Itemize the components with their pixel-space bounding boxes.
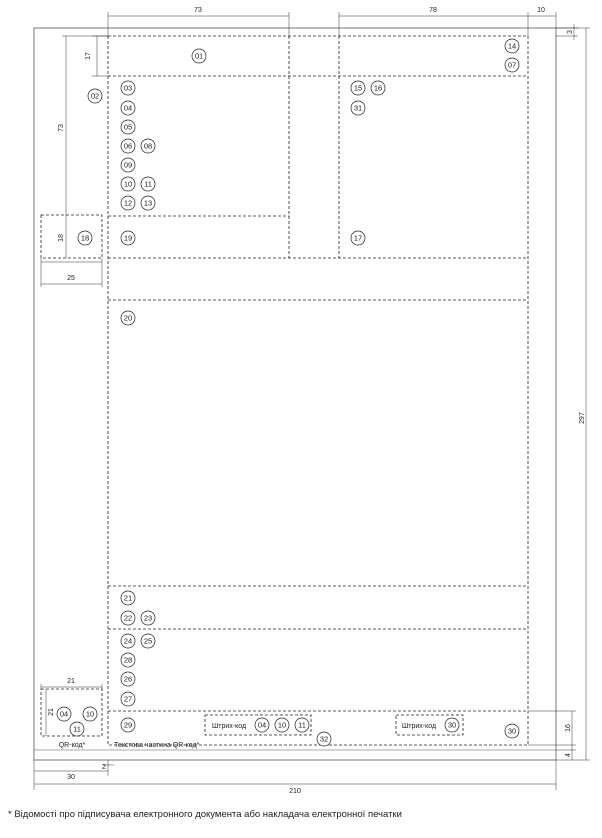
dim-bottom-2: 2 xyxy=(102,764,106,771)
marker-22 xyxy=(121,611,135,625)
svg-text:11: 11 xyxy=(73,724,81,734)
marker-16 xyxy=(371,81,385,95)
marker-01 xyxy=(192,49,206,63)
svg-text:08: 08 xyxy=(143,141,153,151)
marker-03 xyxy=(121,81,135,95)
barcode-right-label: Штрих-код xyxy=(401,723,437,730)
svg-text:12: 12 xyxy=(123,198,133,208)
marker-09 xyxy=(121,158,135,172)
marker-18 xyxy=(78,231,92,245)
svg-text:20: 20 xyxy=(123,313,133,323)
svg-text:32: 32 xyxy=(319,734,329,744)
marker-11 xyxy=(141,177,155,191)
marker-12 xyxy=(121,196,135,210)
svg-text:23: 23 xyxy=(143,613,153,623)
dim-top-10: 10 xyxy=(537,7,545,14)
marker-13 xyxy=(141,196,155,210)
barcode-left-label: Штрих-код xyxy=(211,723,247,730)
svg-text:10: 10 xyxy=(277,720,287,730)
svg-text:11: 11 xyxy=(298,720,306,730)
svg-text:28: 28 xyxy=(123,655,133,665)
svg-text:19: 19 xyxy=(123,233,133,243)
dim-right-16: 16 xyxy=(565,724,572,732)
marker-04 xyxy=(121,101,135,115)
svg-text:11: 11 xyxy=(144,179,152,189)
svg-text:13: 13 xyxy=(143,198,153,208)
svg-text:07: 07 xyxy=(507,60,517,70)
marker-06 xyxy=(121,139,135,153)
marker-28 xyxy=(121,653,135,667)
dim-right-297: 297 xyxy=(579,412,586,424)
svg-text:03: 03 xyxy=(123,83,133,93)
marker-27 xyxy=(121,692,135,706)
svg-text:18: 18 xyxy=(80,233,90,243)
marker-08 xyxy=(141,139,155,153)
svg-text:25: 25 xyxy=(143,636,153,646)
svg-text:21: 21 xyxy=(123,593,133,603)
qr-marker-10 xyxy=(83,707,97,721)
marker-15 xyxy=(351,81,365,95)
dim-qr-21-top: 21 xyxy=(67,678,75,685)
svg-text:04: 04 xyxy=(59,709,69,719)
svg-text:10: 10 xyxy=(123,179,133,189)
marker-23 xyxy=(141,611,155,625)
qr-text-label: Текстова частина QR-код* xyxy=(114,742,200,749)
marker-25 xyxy=(141,634,155,648)
svg-text:02: 02 xyxy=(90,91,100,101)
svg-text:27: 27 xyxy=(123,694,133,704)
svg-text:24: 24 xyxy=(123,636,133,646)
marker-21 xyxy=(121,591,135,605)
content-frame xyxy=(108,36,528,745)
marker-05 xyxy=(121,120,135,134)
dim-top-78: 78 xyxy=(429,7,437,14)
svg-text:04: 04 xyxy=(123,103,133,113)
marker-31 xyxy=(351,101,365,115)
marker-32 xyxy=(317,732,331,746)
svg-text:10: 10 xyxy=(85,709,95,719)
dim-bottom-210: 210 xyxy=(289,788,301,795)
marker-07 xyxy=(505,58,519,72)
box-18 xyxy=(41,215,102,258)
page-outline xyxy=(34,28,556,760)
dim-bottom-30: 30 xyxy=(67,774,75,781)
svg-text:30: 30 xyxy=(507,726,517,736)
marker-14 xyxy=(505,39,519,53)
svg-text:26: 26 xyxy=(123,674,133,684)
dim-right-3: 3 xyxy=(567,30,574,34)
barcode-marker-10 xyxy=(275,718,289,732)
barcode-marker-11 xyxy=(295,718,309,732)
marker-17 xyxy=(351,231,365,245)
footnote: * Відомості про підписувача електронного документа або накладача електронної печатки xyxy=(8,809,402,820)
marker-26 xyxy=(121,672,135,686)
dim-left-18: 18 xyxy=(58,234,65,242)
svg-text:14: 14 xyxy=(507,41,517,51)
svg-text:15: 15 xyxy=(353,83,363,93)
marker-20 xyxy=(121,311,135,325)
marker-02 xyxy=(88,89,102,103)
svg-text:30: 30 xyxy=(447,720,457,730)
marker-24 xyxy=(121,634,135,648)
svg-text:04: 04 xyxy=(257,720,267,730)
marker-10 xyxy=(121,177,135,191)
svg-text:17: 17 xyxy=(353,233,363,243)
dim-right-4: 4 xyxy=(565,753,572,757)
qr-code-label: QR-код* xyxy=(58,742,86,749)
svg-text:22: 22 xyxy=(123,613,133,623)
dimension-lines xyxy=(34,12,590,790)
marker-30-right xyxy=(505,724,519,738)
svg-text:05: 05 xyxy=(123,122,133,132)
svg-text:06: 06 xyxy=(123,141,133,151)
dim-left-73: 73 xyxy=(58,124,65,132)
qr-marker-11 xyxy=(70,722,84,736)
svg-text:01: 01 xyxy=(194,51,204,61)
svg-text:16: 16 xyxy=(373,83,383,93)
dim-left-17: 17 xyxy=(85,52,92,60)
qr-marker-04 xyxy=(57,707,71,721)
svg-text:29: 29 xyxy=(123,720,133,730)
barcode-marker-30 xyxy=(445,718,459,732)
svg-text:31: 31 xyxy=(353,103,363,113)
svg-text:09: 09 xyxy=(123,160,133,170)
layout-boxes xyxy=(41,36,528,745)
marker-29 xyxy=(121,718,135,732)
dim-left-25: 25 xyxy=(67,275,75,282)
marker-19 xyxy=(121,231,135,245)
dim-qr-21-side: 21 xyxy=(48,708,55,716)
dim-top-73: 73 xyxy=(194,7,202,14)
barcode-marker-04 xyxy=(255,718,269,732)
